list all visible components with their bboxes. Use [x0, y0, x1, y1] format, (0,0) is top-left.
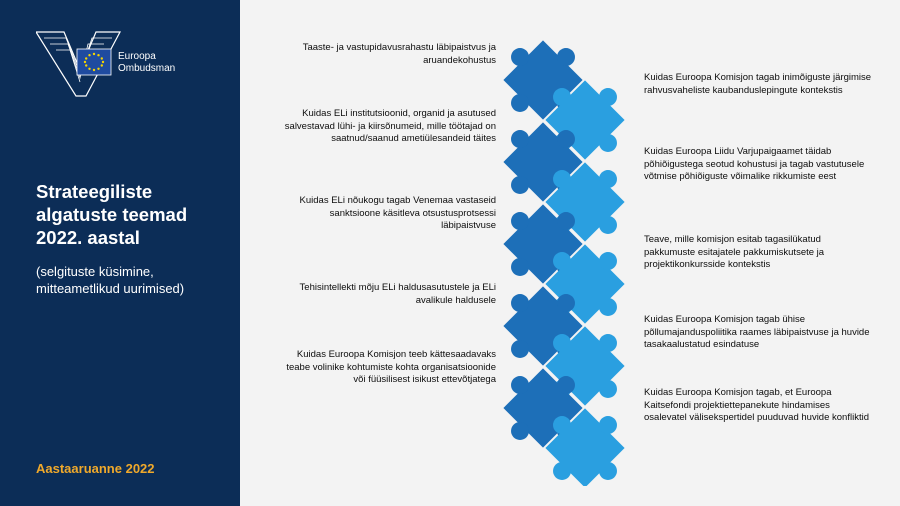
page-title: Strateegiliste algatuste teemad 2022. aastal: [36, 181, 188, 248]
topic-right-1: Kuidas Euroopa Komisjon tagab inimõiguste järgimise rahvusvaheliste kaubanduslepingute kontekstis: [644, 72, 872, 96]
logo-line-2: Ombudsman: [118, 63, 176, 74]
eu-flag-icon: [77, 49, 111, 75]
puzzle-icon: [503, 36, 633, 486]
logo-line-1: Euroopa: [118, 51, 156, 62]
topic-left-1: Taaste- ja vastupidavusrahastu läbipaistvus ja aruandekohustus: [302, 42, 496, 66]
report-label: Aastaaruanne 2022: [36, 461, 155, 476]
topic-right-3: Teave, mille komisjon esitab tagasilükatud pakkumuste esitajatele pakkumiskutsete ja projektikonkursside kontekstis: [644, 234, 825, 270]
logo-text: [118, 51, 175, 75]
topic-left-3: Kuidas ELi nõukogu tagab Venemaa vastaseid sanktsioone käsitleva otsustusprotsessi läbipaistvuse: [299, 195, 496, 231]
topic-left-5: Kuidas Euroopa Komisjon teeb kättesaadavaks teabe volinike kohtumiste kohta organisatsioonide või füüsilisest isikust ettevõtjatega: [286, 349, 496, 385]
topic-right-2: Kuidas Euroopa Liidu Varjupaigaamet täidab põhiõigustega seotud kohustusi ja tagab vastutusele võtmise põhiõiguste võimalike rikkumiste eest: [644, 146, 865, 182]
topic-right-5: Kuidas Euroopa Komisjon tagab, et Euroopa Kaitsefondi projektiettepanekute hindamises osalevatel välisekspertidel puuduvad huvide konfliktid: [644, 387, 869, 423]
sidebar: [0, 0, 240, 506]
topic-left-2: Kuidas ELi institutsioonid, organid ja asutused salvestavad lühi- ja kiirsõnumeid, mille töötajad on saatnud/saanud ametiülesandeid täites: [284, 108, 496, 144]
topic-right-4: Kuidas Euroopa Komisjon tagab ühise põllumajanduspoliitika raames läbipaistvuse ja huvide tasakaalustatud esindatuse: [644, 314, 870, 350]
page-subtitle: (selgituste küsimine, mitteametlikud uurimised): [36, 264, 185, 296]
topic-left-4: Tehisintellekti mõju ELi haldusasutustele ja ELi avalikule haldusele: [299, 282, 496, 306]
